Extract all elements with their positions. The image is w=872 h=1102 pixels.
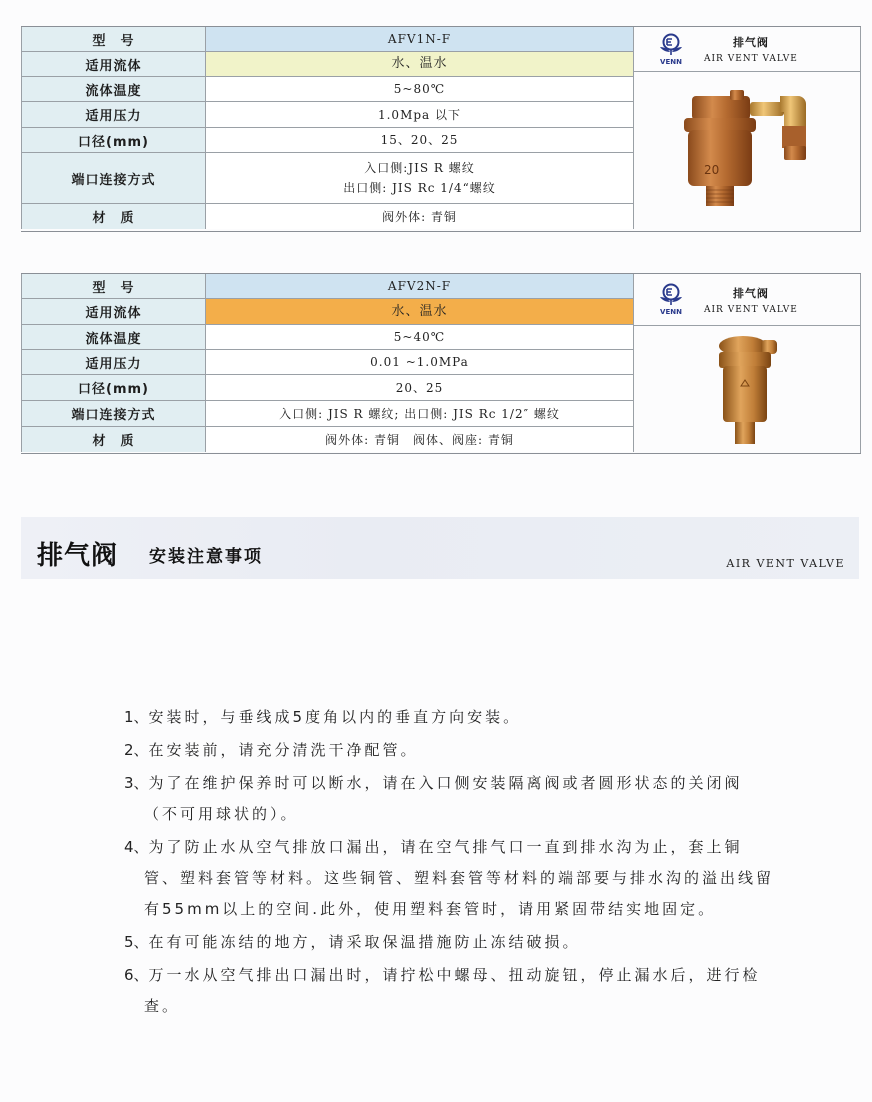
label-pressure: 适用压力 [21,350,206,374]
value-material: 阀外体: 青铜 [206,204,634,229]
label-connection: 端口连接方式 [21,153,206,203]
label-diameter: 口径(mm) [21,128,206,152]
label-material: 材 质 [21,427,206,452]
value-temperature: 5~80℃ [206,77,634,101]
row-material [21,427,634,452]
note-item: 5、在有可能冻结的地方，请采取保温措施防止冻结破损。 [124,933,581,951]
note-item: 1、安装时，与垂线成5度角以内的垂直方向安装。 [124,708,522,726]
spec-rows [21,27,634,231]
value-model: AFV2N-F [206,274,634,298]
note-item: 2、在安装前，请充分清洗干净配管。 [124,741,419,759]
row-model [21,274,634,299]
valve-photo-afv1n [634,72,860,231]
label-model: 型 号 [21,274,206,298]
label-pressure: 适用压力 [21,102,206,127]
product-names [704,34,798,64]
product-name-cn: 排气阀 [732,36,769,49]
row-diameter [21,128,634,153]
product-panel [634,274,861,453]
product-name-en: AIR VENT VALVE [704,54,798,64]
venn-logo: VENN [654,33,688,66]
venn-logo-icon [658,283,684,307]
venn-logo-icon [658,33,684,57]
brand-header [634,274,860,326]
label-fluid: 适用流体 [21,52,206,76]
section-english-title: AIR VENT VALVE [726,557,845,570]
label-fluid: 适用流体 [21,299,206,324]
value-diameter: 20、25 [206,375,634,400]
spec-table-afv1n [21,26,861,232]
row-temperature [21,77,634,102]
value-temperature: 5~40℃ [206,325,634,349]
product-name-en: AIR VENT VALVE [704,304,798,315]
label-temperature: 流体温度 [21,325,206,349]
section-banner [21,517,859,579]
row-pressure [21,102,634,128]
brand-header [634,27,860,72]
spec-rows [21,274,634,453]
section-subtitle: 安装注意事项 [149,547,263,567]
valve-photo-afv2n [634,326,860,453]
product-names [704,285,798,315]
product-panel [634,27,861,231]
label-material: 材 质 [21,204,206,229]
row-material [21,204,634,229]
note-item: 4、为了防止水从空气排放口漏出，请在空气排气口一直到排水沟为止，套上铜管、塑料套管等材料。这些铜管、塑料套管等材料的端部要与排水沟的溢出线留有55mm以上的空间.此外，使用塑料套管时，请用紧固带结实地固定。 [124,838,775,918]
value-connection: 入口侧: JIS R 螺纹; 出口侧: JIS Rc 1/2″ 螺纹 [206,401,634,426]
row-temperature [21,325,634,350]
svg-text:20: 20 [704,162,720,177]
venn-logo: VENN [654,283,688,316]
label-connection: 端口连接方式 [21,401,206,426]
air-vent-valve-image [672,82,822,222]
row-fluid [21,299,634,325]
value-pressure: 0.01 ~1.0MPa [206,350,634,374]
label-diameter: 口径(mm) [21,375,206,400]
value-fluid: 水、温水 [206,299,634,324]
row-pressure [21,350,634,375]
label-model: 型 号 [21,27,206,51]
value-pressure: 1.0Mpa 以下 [206,102,634,127]
row-connection [21,153,634,204]
value-diameter: 15、20、25 [206,128,634,152]
row-diameter [21,375,634,401]
row-model [21,27,634,52]
value-connection: 入口侧:JIS R 螺纹 出口侧: JIS Rc 1/4“螺纹 [206,153,634,203]
row-connection [21,401,634,427]
note-item: 3、为了在维护保养时可以断水，请在入口侧安装隔离阀或者圆形状态的关闭阀（不可用球状的）。 [124,774,743,823]
section-title: 排气阀 [37,541,119,571]
value-material: 阀外体: 青铜 阀体、阀座: 青铜 [206,427,634,452]
installation-notes [124,702,774,1024]
row-fluid [21,52,634,77]
label-temperature: 流体温度 [21,77,206,101]
air-vent-valve-image [707,330,787,450]
value-fluid: 水、温水 [206,52,634,76]
value-model: AFV1N-F [206,27,634,51]
note-item: 6、万一水从空气排出口漏出时，请拧松中螺母、扭动旋钮，停止漏水后，进行检查。 [124,966,761,1015]
product-name-cn: 排气阀 [732,286,769,300]
spec-table-afv2n [21,273,861,454]
